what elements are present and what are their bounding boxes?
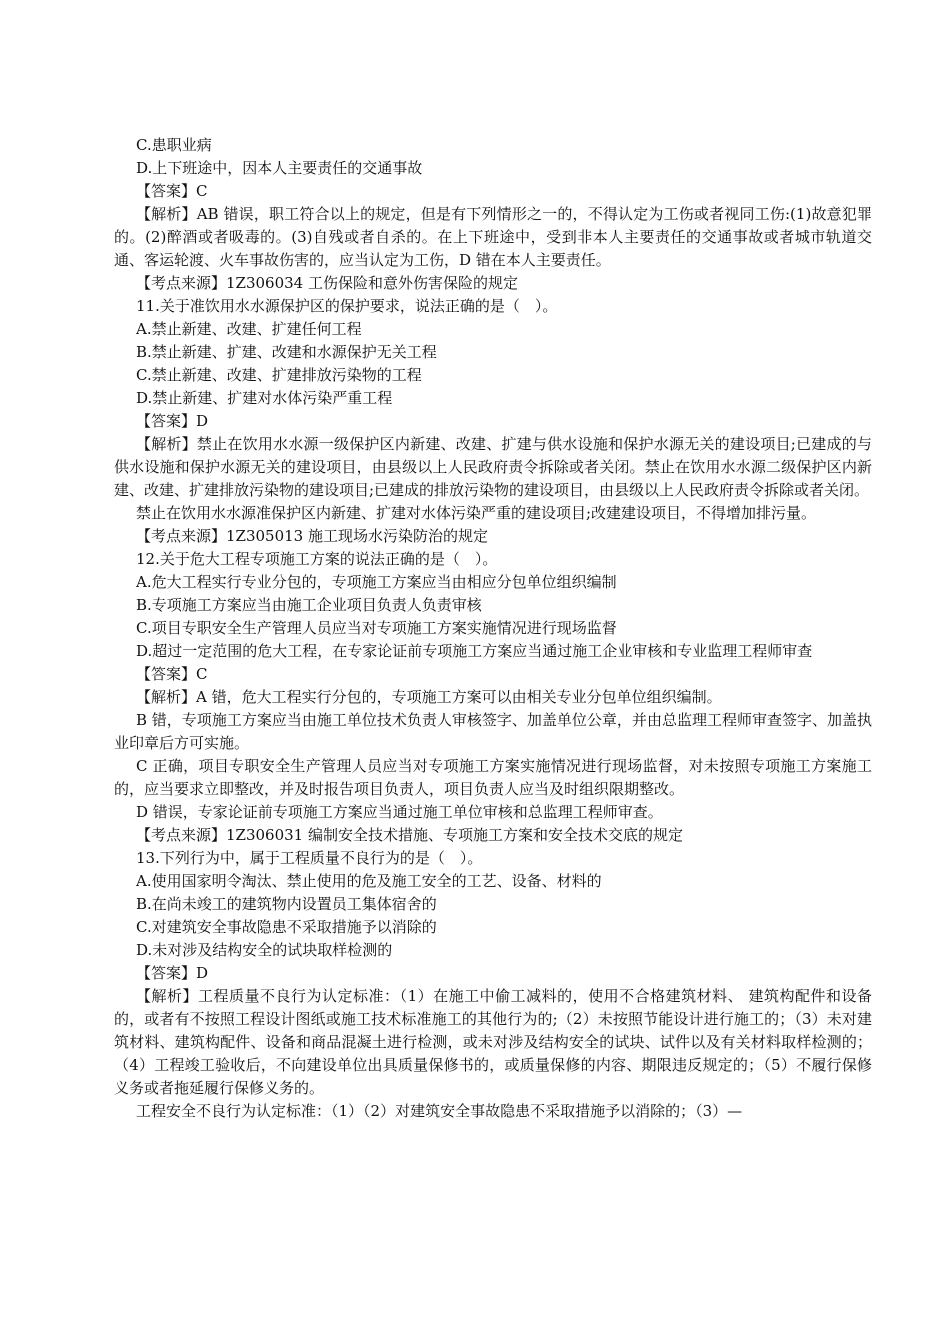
- source-q12: 【考点来源】1Z306031 编制安全技术措施、专项施工方案和安全技术交底的规定: [136, 826, 683, 844]
- q11-option-c: C.禁止新建、改建、扩建排放污染物的工程: [136, 366, 422, 384]
- answer-q12: 【答案】C: [136, 665, 208, 683]
- analysis-q13-safety: 工程安全不良行为认定标准：（1）（2）对建筑安全事故隐患不采取措施予以消除的；（3）—: [136, 1102, 743, 1120]
- q11-option-d: D.禁止新建、扩建对水体污染严重工程: [136, 389, 393, 407]
- q13-option-c: C.对建筑安全事故隐患不采取措施予以消除的: [136, 918, 437, 936]
- analysis-q11: 【解析】禁止在饮用水水源一级保护区内新建、改建、扩建与供水设施和保护水源无关的建设项目;已建成的与供水设施和保护水源无关的建设项目，由县级以上人民政府责令拆除或者关闭。禁止在饮用水水源二级保护区内新建、改建、扩建排放污染物的建设项目;已建成的排放污染物的建设项目，由县级以上人民政府责令拆除或者关闭。: [114, 435, 872, 499]
- analysis-q12-d: D 错误，专家论证前专项施工方案应当通过施工单位审核和总监理工程师审查。: [136, 803, 663, 821]
- q13-option-b: B.在尚未竣工的建筑物内设置员工集体宿舍的: [136, 895, 437, 913]
- q12-option-b: B.专项施工方案应当由施工企业项目负责人负责审核: [136, 596, 482, 614]
- q12-option-d: D.超过一定范围的危大工程，在专家论证前专项施工方案应当通过施工企业审核和专业监理工程师审查: [136, 642, 813, 660]
- q11-option-a: A.禁止新建、改建、扩建任何工程: [136, 320, 362, 338]
- question-13: 13.下列行为中，属于工程质量不良行为的是（ ）。: [136, 849, 483, 867]
- q11-option-b: B.禁止新建、扩建、改建和水源保护无关工程: [136, 343, 437, 361]
- question-11: 11.关于准饮用水水源保护区的保护要求，说法正确的是（ ）。: [136, 297, 558, 315]
- q12-option-c: C.项目专职安全生产管理人员应当对专项施工方案实施情况进行现场监督: [136, 619, 617, 637]
- analysis-q12-b: B 错，专项施工方案应当由施工单位技术负责人审核签字、加盖单位公章，并由总监理工程师审查签字、加盖执业印章后方可实施。: [114, 711, 872, 752]
- option-c-occupational-disease: C.患职业病: [136, 136, 212, 154]
- source-q11: 【考点来源】1Z305013 施工现场水污染防治的规定: [136, 527, 488, 545]
- analysis-q12-c: C 正确，项目专职安全生产管理人员应当对专项施工方案实施情况进行现场监督，对未按照专项施工方案施工的，应当要求立即整改，并及时报告项目负责人，项目负责人应当及时组织限期整改。: [114, 757, 872, 798]
- question-12: 12.关于危大工程专项施工方案的说法正确的是（ ）。: [136, 550, 498, 568]
- answer-q10: 【答案】C: [136, 182, 208, 200]
- option-d-commute-accident: D.上下班途中，因本人主要责任的交通事故: [136, 159, 423, 177]
- answer-q11: 【答案】D: [136, 412, 209, 430]
- q13-option-a: A.使用国家明令淘汰、禁止使用的危及施工安全的工艺、设备、材料的: [136, 872, 602, 890]
- source-q10: 【考点来源】1Z306034 工伤保险和意外伤害保险的规定: [136, 274, 518, 292]
- analysis-q12-a: 【解析】A 错，危大工程实行分包的，专项施工方案可以由相关专业分包单位组织编制。: [136, 688, 722, 706]
- analysis-q13: 【解析】工程质量不良行为认定标准：（1）在施工中偷工减料的，使用不合格建筑材料、 建筑构配件和设备的，或者有不按照工程设计图纸或施工技术标准施工的其他行为的;（2）未按照节能设计进行施工的；（3）未对建筑材料、建筑构配件、设备和商品混凝土进行检测，或未对涉及结构安全的试块、试件以及有关材料取样检测的；（4）工程竣工验收后，不向建设单位出具质量保修书的，或质量保修的内容、期限违反规定的；（5）不履行保修义务或者拖延履行保修义务的。: [114, 987, 872, 1097]
- analysis-q11-continued: 禁止在饮用水水源准保护区内新建、扩建对水体污染严重的建设项目;改建建设项目，不得增加排污量。: [136, 504, 817, 522]
- q13-option-d: D.未对涉及结构安全的试块取样检测的: [136, 941, 393, 959]
- answer-q13: 【答案】D: [136, 964, 209, 982]
- q12-option-a: A.危大工程实行专业分包的，专项施工方案应当由相应分包单位组织编制: [136, 573, 617, 591]
- analysis-q10: 【解析】AB 错误，职工符合以上的规定，但是有下列情形之一的，不得认定为工伤或者视同工伤:(1)故意犯罪的。(2)醉酒或者吸毒的。(3)自残或者自杀的。在上下班途中，受到非本人主要责任的交通事故或者城市轨道交通、客运轮渡、火车事故伤害的，应当认定为工伤，D 错在本人主要责任。: [114, 205, 872, 269]
- document-page: [114, 134, 872, 1123]
